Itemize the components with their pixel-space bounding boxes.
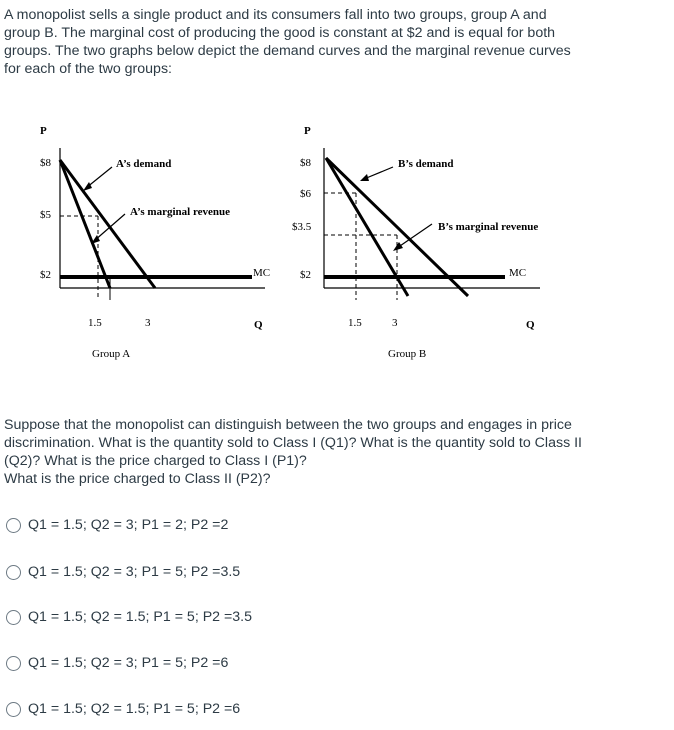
answer-option-label: Q1 = 1.5; Q2 = 3; P1 = 2; P2 =2 [28,517,229,533]
graph-b-q-3: 3 [392,317,398,329]
graph-a-demand-arrowhead [83,182,92,191]
graph-a-price-2: $2 [40,269,51,281]
graph-group-b [292,125,540,360]
answer-option-label: Q1 = 1.5; Q2 = 3; P1 = 5; P2 =3.5 [28,564,241,580]
graph-a-price-8: $8 [40,157,51,169]
answer-option-label: Q1 = 1.5; Q2 = 1.5; P1 = 5; P2 =6 [28,701,241,717]
graph-b-demand-arrowhead [360,174,369,181]
question-prompt [4,416,584,488]
graph-b-axis-p: P [304,125,311,137]
radio-button-icon[interactable] [6,702,21,717]
answer-option-label: Q1 = 1.5; Q2 = 3; P1 = 5; P2 =6 [28,655,229,671]
graph-a-demand-curve [60,160,155,288]
graph-b-demand-arrow [364,167,393,179]
radio-button-icon[interactable] [6,518,21,533]
graph-a-price-5: $5 [40,209,51,221]
answer-option-2[interactable] [6,564,240,580]
demand-graphs-figure [0,118,674,368]
graph-a-mr-curve [60,160,110,288]
question-prompt-final: What is the price charged to Class II (P2)? [4,471,271,487]
graph-b-price-8: $8 [300,157,311,169]
answer-option-3[interactable] [6,609,252,625]
graph-b-q-1-5: 1.5 [348,317,362,329]
radio-button-icon[interactable] [6,565,21,580]
answer-option-1[interactable] [6,517,228,533]
graph-b-mc-label: MC [509,267,527,279]
graph-a-mc-label: MC [253,267,271,279]
answer-option-5[interactable] [6,701,240,717]
graph-a-q-1-5: 1.5 [88,317,102,329]
graph-b-price-3-5: $3.5 [292,221,312,233]
answer-option-4[interactable] [6,655,228,671]
graph-b-mr-label: B’s marginal revenue [438,221,539,233]
graph-b-mr-arrowhead [393,242,403,251]
graph-b-axis-q: Q [526,319,535,331]
graph-a-demand-label: A’s demand [116,158,172,170]
graph-b-caption: Group B [388,348,427,360]
graph-a-axis-p: P [40,125,47,137]
graph-b-price-6: $6 [300,188,311,200]
graph-a-caption: Group A [92,348,131,360]
question-prompt-main: Suppose that the monopolist can distinguish between the two groups and engages in price discrimination. What is the quantity sold to Class I (Q1)? What is the quantity sold to Class II (Q2)? What is the price charged to Class I (P1)? [4,417,582,469]
graph-b-price-2: $2 [300,269,311,281]
graph-a-q-3: 3 [145,317,151,329]
radio-button-icon[interactable] [6,610,21,625]
graph-a-axis-q: Q [254,319,263,331]
radio-button-icon[interactable] [6,656,21,671]
graph-a-mr-label: A’s marginal revenue [130,206,231,218]
graph-group-a [40,125,270,360]
question-intro: A monopolist sells a single product and its consumers fall into two groups, group A and group B. The marginal cost of producing the good is constant at $2 and is equal for both groups. The two graphs below depict the demand curves and the marginal revenue curves for each of the two groups: [4,7,571,77]
answer-option-label: Q1 = 1.5; Q2 = 1.5; P1 = 5; P2 =3.5 [28,609,253,625]
graph-b-demand-label: B’s demand [398,158,454,170]
graph-a-mr-arrow [94,214,125,241]
